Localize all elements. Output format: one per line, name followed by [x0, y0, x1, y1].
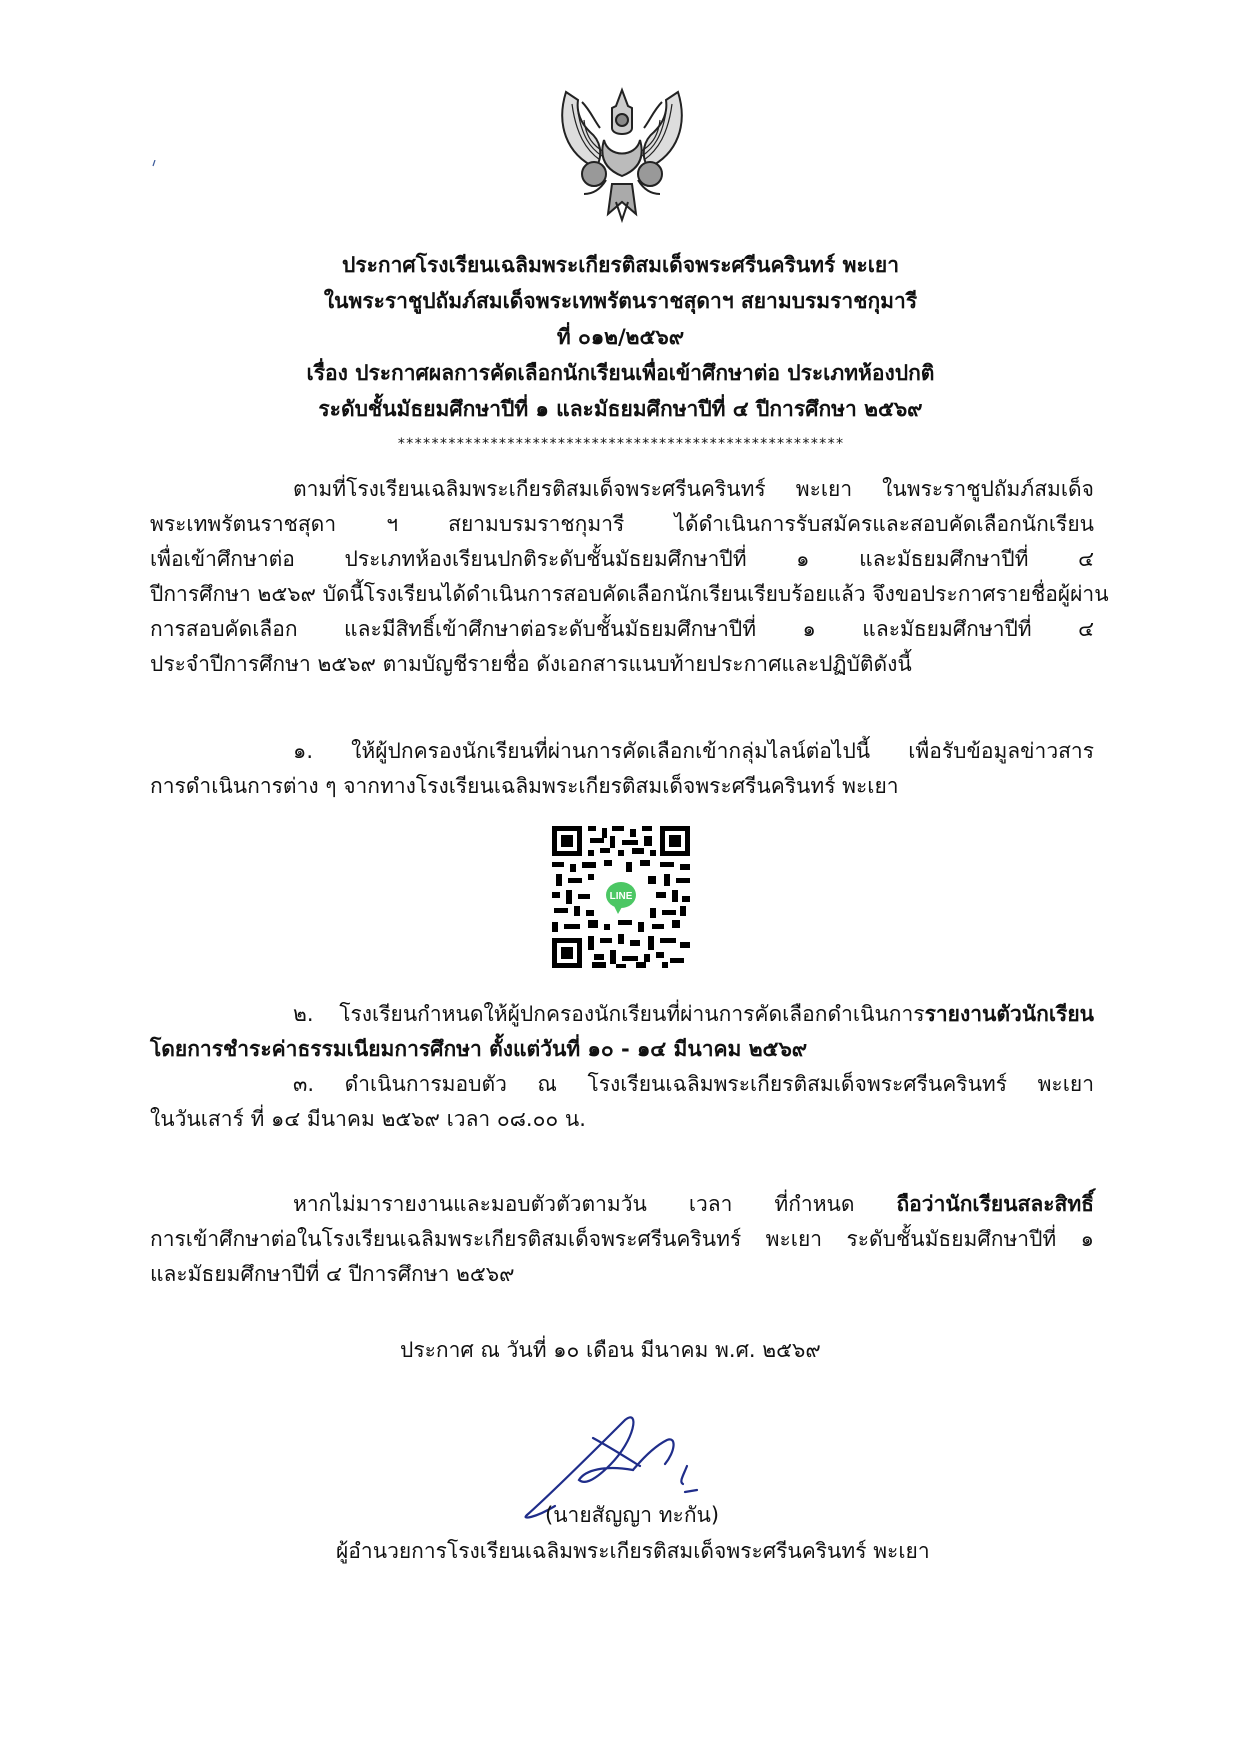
intro-line-5: การสอบคัดเลือก และมีสิทธิ์เข้าศึกษาต่อระดับชั้นมัธยมศึกษาปีที่ ๑ และมัธยมศึกษาปีที่ ๔	[150, 617, 1094, 641]
announce-date: ประกาศ ณ วันที่ ๑๐ เดือน มีนาคม พ.ศ. ๒๕๖๙	[400, 1338, 821, 1362]
signer-name: (นายสัญญา ทะกัน)	[545, 1503, 720, 1527]
intro-line-3: เพื่อเข้าศึกษาต่อ ประเภทห้องเรียนปกติระดับชั้นมัธยมศึกษาปีที่ ๑ และมัธยมศึกษาปีที่ ๔	[150, 547, 1094, 571]
announcement-number: ที่ ๐๑๒/๒๕๖๙	[556, 325, 685, 349]
subject-line-1: เรื่อง ประกาศผลการคัดเลือกนักเรียนเพื่อเข้าศึกษาต่อ ประเภทห้องปกติ	[306, 361, 935, 385]
stray-mark-icon	[152, 160, 156, 168]
title-line-1: ประกาศโรงเรียนเฉลิมพระเกียรติสมเด็จพระศรีนครินทร์ พะเยา	[341, 253, 900, 277]
item-2-line-1	[293, 999, 1094, 1029]
item-2-line-1-text: ๒. โรงเรียนกำหนดให้ผู้ปกครองนักเรียนที่ผ่านการคัดเลือกดำเนินการ	[293, 1002, 925, 1026]
line-qr-code-icon[interactable]	[552, 826, 690, 968]
item-1-line-1: ๑. ให้ผู้ปกครองนักเรียนที่ผ่านการคัดเลือกเข้ากลุ่มไลน์ต่อไปนี้ เพื่อรับข้อมูลข่าวสาร	[293, 739, 1094, 763]
intro-line-2: พระเทพรัตนราชสุดา ฯ สยามบรมราชกุมารี ได้ดำเนินการรับสมัครและสอบคัดเลือกนักเรียน	[150, 512, 1094, 536]
garuda-emblem-icon	[556, 84, 688, 224]
title-line-2: ในพระราชูปถัมภ์สมเด็จพระเทพรัตนราชสุดาฯ สยามบรมราชกุมารี	[323, 289, 918, 313]
closing-line-3: และมัธยมศึกษาปีที่ ๔ ปีการศึกษา ๒๕๖๙	[150, 1262, 515, 1286]
item-2-line-2: โดยการชำระค่าธรรมเนียมการศึกษา ตั้งแต่วันที่ ๑๐ - ๑๔ มีนาคม ๒๕๖๙	[150, 1037, 808, 1061]
subject-line-2: ระดับชั้นมัธยมศึกษาปีที่ ๑ และมัธยมศึกษาปีที่ ๔ ปีการศึกษา ๒๕๖๙	[318, 397, 923, 421]
separator: *****************************************************	[397, 436, 844, 452]
signer-title: ผู้อำนวยการโรงเรียนเฉลิมพระเกียรติสมเด็จพระศรีนครินทร์ พะเยา	[336, 1539, 930, 1563]
intro-line-1: ตามที่โรงเรียนเฉลิมพระเกียรติสมเด็จพระศรีนครินทร์ พะเยา ในพระราชูปถัมภ์สมเด็จ	[293, 477, 1094, 501]
closing-line-1	[293, 1189, 1094, 1219]
item-2-line-1-bold: รายงานตัวนักเรียน	[924, 1002, 1094, 1026]
closing-line-1-text: หากไม่มารายงานและมอบตัวตัวตามวัน เวลา ที่กำหนด	[293, 1192, 897, 1216]
item-3-line-2: ในวันเสาร์ ที่ ๑๔ มีนาคม ๒๕๖๙ เวลา ๐๘.๐๐ น.	[150, 1107, 586, 1131]
intro-line-6: ประจำปีการศึกษา ๒๕๖๙ ตามบัญชีรายชื่อ ดังเอกสารแนบท้ายประกาศและปฏิบัติดังนี้	[150, 652, 912, 676]
closing-line-2: การเข้าศึกษาต่อในโรงเรียนเฉลิมพระเกียรติสมเด็จพระศรีนครินทร์ พะเยา ระดับชั้นมัธยมศึกษาปีที่ ๑	[150, 1227, 1094, 1251]
svg-text:LINE: LINE	[609, 891, 633, 902]
intro-line-4: ปีการศึกษา ๒๕๖๙ บัดนี้โรงเรียนได้ดำเนินการสอบคัดเลือกนักเรียนเรียบร้อยแล้ว จึงขอประกาศรายชื่อผู้ผ่าน	[150, 582, 1109, 606]
item-3-line-1: ๓. ดำเนินการมอบตัว ณ โรงเรียนเฉลิมพระเกียรติสมเด็จพระศรีนครินทร์ พะเยา	[293, 1072, 1094, 1096]
item-1-line-2: การดำเนินการต่าง ๆ จากทางโรงเรียนเฉลิมพระเกียรติสมเด็จพระศรีนครินทร์ พะเยา	[150, 774, 899, 798]
closing-line-1-bold: ถือว่านักเรียนสละสิทธิ์	[896, 1192, 1094, 1216]
